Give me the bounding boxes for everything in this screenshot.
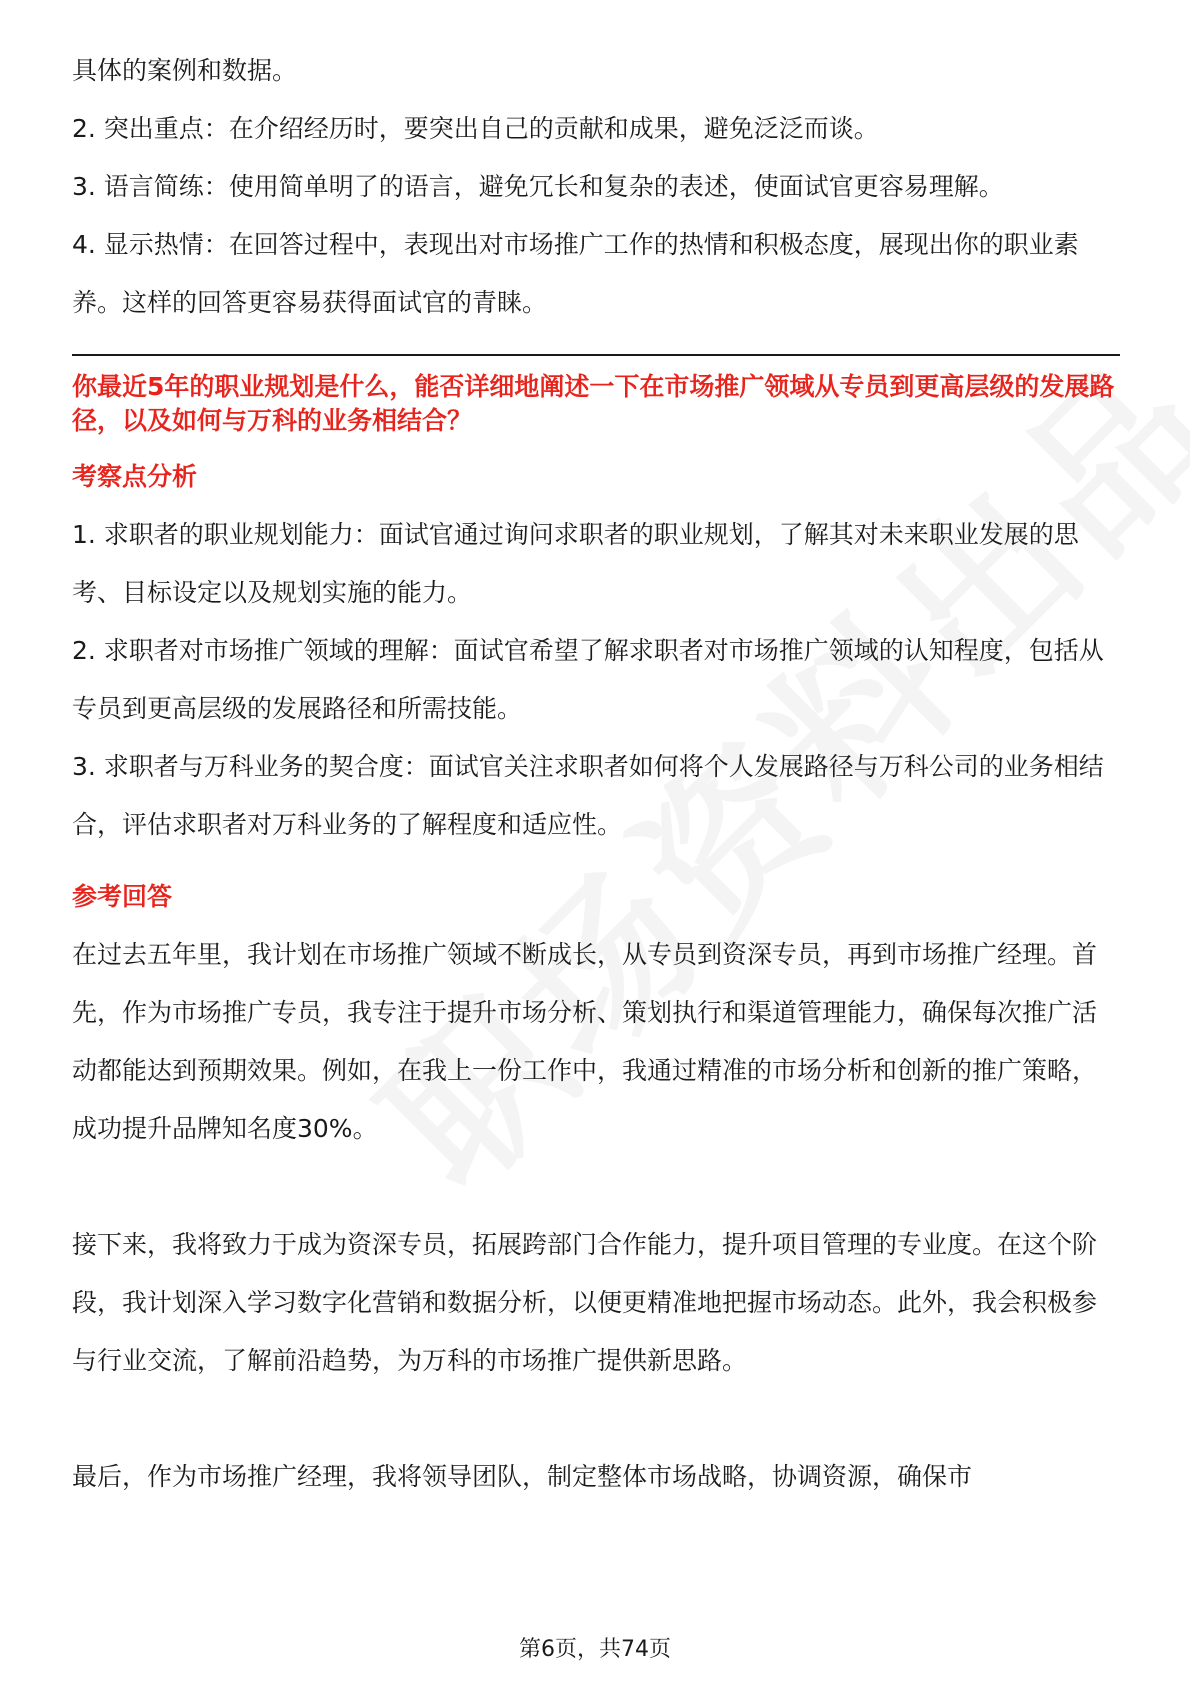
analysis-heading: 考察点分析 [72, 462, 198, 491]
page-number: 第6页，共74页 [519, 1637, 671, 1662]
reference-paragraph: 最后，作为市场推广经理，我将领导团队，制定整体市场战略，协调资源，确保市 [72, 1462, 973, 1491]
tip-item: 4. 显示热情：在回答过程中，表现出对市场推广工作的热情和积极态度，展现出你的职业素养。这样的回答更容易获得面试官的青睐。 [72, 230, 1079, 317]
tip-item: 3. 语言简练：使用简单明了的语言，避免冗长和复杂的表述，使面试官更容易理解。 [72, 172, 1004, 201]
interview-question: 你最近5年的职业规划是什么，能否详细地阐述一下在市场推广领域从专员到更高层级的发展路径，以及如何与万科的业务相结合？ [72, 372, 1115, 435]
reference-paragraph: 接下来，我将致力于成为资深专员，拓展跨部门合作能力，提升项目管理的专业度。在这个阶段，我计划深入学习数字化营销和数据分析，以便更精准地把握市场动态。此外，我会积极参与行业交流，了解前沿趋势，为万科的市场推广提供新思路。 [72, 1230, 1098, 1375]
analysis-item: 3. 求职者与万科业务的契合度：面试官关注求职者如何将个人发展路径与万科公司的业务相结合，评估求职者对万科业务的了解程度和适应性。 [72, 752, 1104, 839]
paragraph-gap [72, 1390, 1120, 1448]
paragraph-gap [72, 1158, 1120, 1216]
tip-item: 2. 突出重点：在介绍经历时，要突出自己的贡献和成果，避免泛泛而谈。 [72, 114, 879, 143]
reference-answer-heading: 参考回答 [72, 882, 173, 911]
analysis-item: 2. 求职者对市场推广领域的理解：面试官希望了解求职者对市场推广领域的认知程度，包括从专员到更高层级的发展路径和所需技能。 [72, 636, 1104, 723]
section-divider [72, 354, 1120, 356]
document-body [72, 42, 1120, 1506]
reference-paragraph: 在过去五年里，我计划在市场推广领域不断成长，从专员到资深专员，再到市场推广经理。首先，作为市场推广专员，我专注于提升市场分析、策划执行和渠道管理能力，确保每次推广活动都能达到预期效果。例如，在我上一份工作中，我通过精准的市场分析和创新的推广策略，成功提升品牌知名度30%。 [72, 940, 1098, 1143]
analysis-item: 1. 求职者的职业规划能力：面试官通过询问求职者的职业规划，了解其对未来职业发展的思考、目标设定以及规划实施的能力。 [72, 520, 1079, 607]
intro-paragraph: 具体的案例和数据。 [72, 56, 298, 85]
